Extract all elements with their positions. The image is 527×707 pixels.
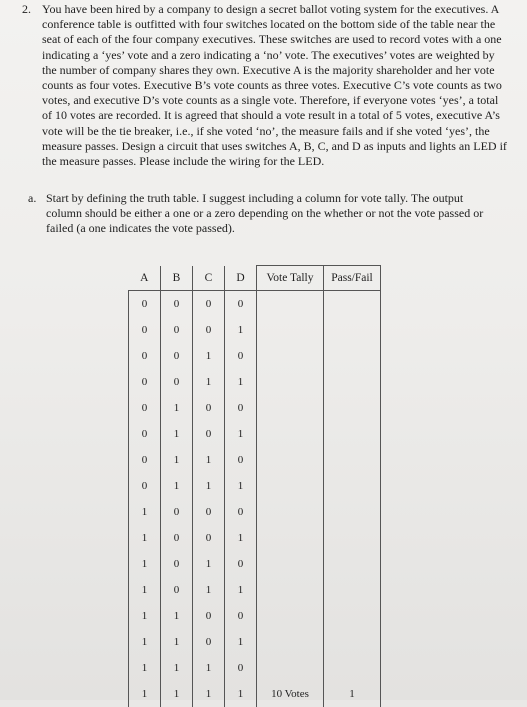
cell-b: 0 — [161, 343, 193, 369]
cell-c: 1 — [193, 577, 225, 603]
cell-b: 0 — [161, 369, 193, 395]
cell-pass-fail — [324, 577, 381, 603]
table-row — [129, 499, 381, 525]
table-row — [129, 369, 381, 395]
cell-vote-tally — [257, 525, 324, 551]
cell-pass-fail — [324, 525, 381, 551]
cell-a: 1 — [129, 499, 161, 525]
cell-b: 1 — [161, 681, 193, 707]
table-row — [129, 525, 381, 551]
cell-b: 0 — [161, 291, 193, 318]
cell-vote-tally — [257, 369, 324, 395]
cell-pass-fail — [324, 291, 381, 318]
table-row — [129, 447, 381, 473]
subquestion-text: Start by defining the truth table. I suggest including a column for vote tally. The output column should be either a one or a zero depending on the whether or not the vote passed or failed (a one indicates the vote passed). — [46, 191, 498, 237]
cell-pass-fail — [324, 473, 381, 499]
header-c: C — [193, 266, 225, 291]
cell-d: 0 — [225, 395, 257, 421]
cell-b: 1 — [161, 395, 193, 421]
table-row — [129, 681, 381, 707]
cell-d: 0 — [225, 291, 257, 318]
cell-a: 1 — [129, 681, 161, 707]
cell-b: 1 — [161, 447, 193, 473]
table-row — [129, 421, 381, 447]
cell-a: 0 — [129, 421, 161, 447]
cell-pass-fail — [324, 551, 381, 577]
cell-c: 1 — [193, 681, 225, 707]
cell-pass-fail — [324, 603, 381, 629]
cell-c: 1 — [193, 655, 225, 681]
cell-a: 0 — [129, 291, 161, 318]
cell-b: 1 — [161, 421, 193, 447]
question-number: 2. — [22, 2, 38, 17]
cell-a: 0 — [129, 317, 161, 343]
cell-a: 1 — [129, 577, 161, 603]
cell-d: 1 — [225, 525, 257, 551]
header-b: B — [161, 266, 193, 291]
cell-vote-tally — [257, 421, 324, 447]
cell-d: 0 — [225, 603, 257, 629]
cell-d: 0 — [225, 655, 257, 681]
cell-b: 1 — [161, 629, 193, 655]
cell-vote-tally — [257, 473, 324, 499]
header-pass-fail: Pass/Fail — [324, 266, 381, 291]
cell-a: 0 — [129, 447, 161, 473]
cell-vote-tally — [257, 603, 324, 629]
cell-c: 1 — [193, 447, 225, 473]
cell-c: 0 — [193, 525, 225, 551]
cell-c: 0 — [193, 421, 225, 447]
cell-a: 1 — [129, 655, 161, 681]
cell-vote-tally — [257, 655, 324, 681]
cell-c: 0 — [193, 499, 225, 525]
cell-vote-tally — [257, 499, 324, 525]
cell-vote-tally — [257, 317, 324, 343]
cell-vote-tally — [257, 291, 324, 318]
cell-b: 0 — [161, 499, 193, 525]
cell-pass-fail — [324, 499, 381, 525]
cell-c: 1 — [193, 343, 225, 369]
truth-table-body — [129, 291, 381, 707]
table-row — [129, 629, 381, 655]
table-row — [129, 473, 381, 499]
header-vote-tally: Vote Tally — [257, 266, 324, 291]
table-row — [129, 603, 381, 629]
cell-pass-fail — [324, 369, 381, 395]
cell-vote-tally — [257, 395, 324, 421]
cell-pass-fail: 1 — [324, 681, 381, 707]
cell-c: 1 — [193, 473, 225, 499]
cell-vote-tally — [257, 447, 324, 473]
truth-table-header-row — [129, 266, 381, 291]
cell-b: 0 — [161, 317, 193, 343]
cell-pass-fail — [324, 343, 381, 369]
cell-d: 1 — [225, 369, 257, 395]
cell-vote-tally — [257, 343, 324, 369]
cell-d: 1 — [225, 421, 257, 447]
truth-table-grid — [128, 265, 381, 707]
header-d: D — [225, 266, 257, 291]
table-row — [129, 291, 381, 318]
table-row — [129, 655, 381, 681]
subquestion-a — [28, 191, 498, 237]
cell-pass-fail — [324, 447, 381, 473]
cell-pass-fail — [324, 629, 381, 655]
cell-c: 0 — [193, 317, 225, 343]
cell-a: 1 — [129, 629, 161, 655]
cell-pass-fail — [324, 317, 381, 343]
header-a: A — [129, 266, 161, 291]
table-row — [129, 343, 381, 369]
cell-d: 0 — [225, 447, 257, 473]
cell-b: 1 — [161, 473, 193, 499]
cell-c: 0 — [193, 395, 225, 421]
cell-b: 0 — [161, 551, 193, 577]
cell-vote-tally — [257, 577, 324, 603]
question-2 — [22, 2, 508, 169]
cell-vote-tally: 10 Votes — [257, 681, 324, 707]
cell-d: 1 — [225, 577, 257, 603]
cell-pass-fail — [324, 655, 381, 681]
cell-pass-fail — [324, 395, 381, 421]
cell-d: 1 — [225, 629, 257, 655]
cell-c: 0 — [193, 629, 225, 655]
cell-b: 1 — [161, 603, 193, 629]
question-text: You have been hired by a company to design a secret ballot voting system for the executives. A conference table is outfitted with four switches located on the bottom side of the table near the seat of each of the four company executives. These switches are used to record votes with a one indicating a ‘yes’ vote and a zero indicating a ‘no’ vote. The executives’ votes are weighted by the number of company shares they own. Executive A is the majority shareholder and her vote counts as four votes. Executive B’s vote counts as three votes. Executive C’s vote counts as two votes, and executive D’s vote counts as a single vote. Therefore, if everyone votes ‘yes’, a total of 10 votes are recorded. It is agreed that should a vote result in a total of 5 votes, executive A’s vote will be the tie breaker, i.e., if she voted ‘no’, the measure fails and if she voted ‘yes’, the measure passes. Design a circuit that uses switches A, B, C, and D as inputs and lights an LED if the measure passes. Please include the wiring for the LED. — [42, 2, 508, 169]
table-row — [129, 577, 381, 603]
cell-a: 1 — [129, 525, 161, 551]
cell-a: 0 — [129, 395, 161, 421]
cell-d: 1 — [225, 681, 257, 707]
cell-c: 1 — [193, 551, 225, 577]
cell-b: 0 — [161, 525, 193, 551]
cell-c: 1 — [193, 369, 225, 395]
cell-d: 0 — [225, 343, 257, 369]
cell-d: 1 — [225, 317, 257, 343]
cell-b: 0 — [161, 577, 193, 603]
cell-c: 0 — [193, 291, 225, 318]
table-row — [129, 395, 381, 421]
cell-a: 0 — [129, 369, 161, 395]
subquestion-letter: a. — [28, 191, 36, 206]
cell-a: 0 — [129, 473, 161, 499]
cell-a: 0 — [129, 343, 161, 369]
cell-b: 1 — [161, 655, 193, 681]
cell-vote-tally — [257, 629, 324, 655]
cell-pass-fail — [324, 421, 381, 447]
cell-a: 1 — [129, 551, 161, 577]
cell-c: 0 — [193, 603, 225, 629]
cell-d: 1 — [225, 473, 257, 499]
cell-a: 1 — [129, 603, 161, 629]
cell-d: 0 — [225, 551, 257, 577]
table-row — [129, 551, 381, 577]
truth-table — [128, 265, 381, 707]
cell-d: 0 — [225, 499, 257, 525]
cell-vote-tally — [257, 551, 324, 577]
table-row — [129, 317, 381, 343]
